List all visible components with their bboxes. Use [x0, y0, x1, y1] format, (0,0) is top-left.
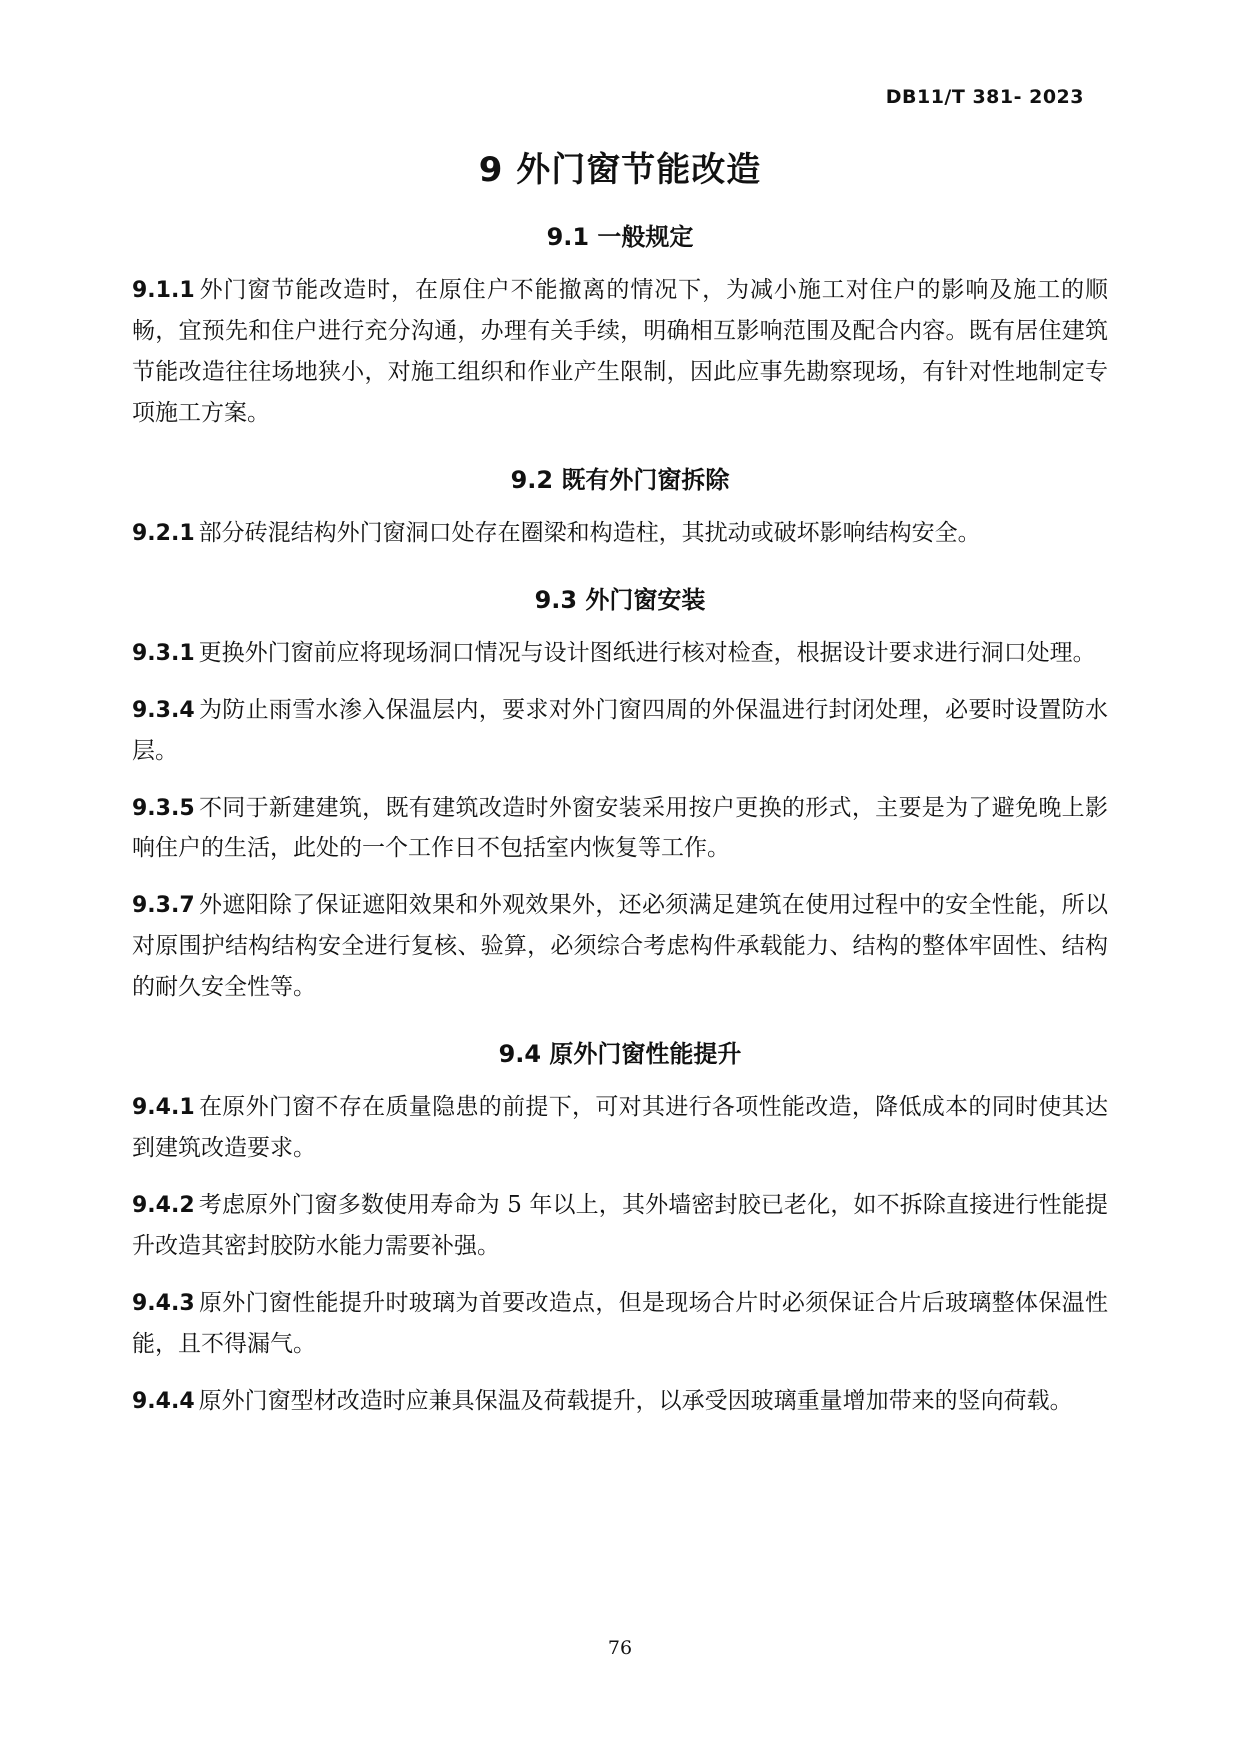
paragraph-9-3-7 — [132, 885, 1108, 1008]
paragraph-9-4-1 — [132, 1087, 1108, 1169]
paragraph-number: 9.3.7 — [132, 893, 195, 919]
paragraph-text: 外遮阳除了保证遮阳效果和外观效果外，还必须满足建筑在使用过程中的安全性能，所以对原围护结构结构安全进行复核、验算，必须综合考虑构件承载能力、结构的整体牢固性、结构的耐久安全性等。 — [132, 892, 1108, 1001]
paragraph-9-4-4 — [132, 1381, 1108, 1422]
document-body — [132, 217, 1108, 1422]
paragraph-9-3-4 — [132, 690, 1108, 772]
page-number: 76 — [607, 1637, 633, 1659]
page-header: DB11/T 381- 2023 — [885, 86, 1084, 108]
paragraph-9-4-2 — [132, 1185, 1108, 1267]
section-heading-9-2: 9.2 既有外门窗拆除 — [510, 465, 730, 494]
paragraph-text: 不同于新建建筑，既有建筑改造时外窗安装采用按户更换的形式，主要是为了避免晚上影响住户的生活，此处的一个工作日不包括室内恢复等工作。 — [132, 794, 1108, 862]
paragraph-number: 9.3.1 — [132, 640, 195, 666]
paragraph-number: 9.4.2 — [132, 1193, 195, 1219]
paragraph-9-3-5 — [132, 788, 1108, 870]
section-heading-9-1: 9.1 一般规定 — [546, 223, 694, 251]
paragraph-text: 更换外门窗前应将现场洞口情况与设计图纸进行核对检查，根据设计要求进行洞口处理。 — [198, 639, 1096, 666]
paragraph-text: 考虑原外门窗多数使用寿命为 5 年以上，其外墙密封胶已老化，如不拆除直接进行性能提升改造其密封胶防水能力需要补强。 — [132, 1192, 1108, 1259]
paragraph-number: 9.3.5 — [132, 795, 195, 821]
paragraph-text: 在原外门窗不存在质量隐患的前提下，可对其进行各项性能改造，降低成本的同时使其达到建筑改造要求。 — [132, 1094, 1108, 1162]
paragraph-text: 为防止雨雪水渗入保温层内，要求对外门窗四周的外保温进行封闭处理，必要时设置防水层。 — [132, 696, 1108, 764]
paragraph-number: 9.4.4 — [132, 1388, 195, 1414]
paragraph-9-4-3 — [132, 1283, 1108, 1365]
chapter-title: 9 外门窗节能改造 — [478, 150, 762, 190]
paragraph-9-2-1 — [132, 513, 1108, 554]
paragraph-9-3-1 — [132, 633, 1108, 674]
section-heading-9-4: 9.4 原外门窗性能提升 — [498, 1040, 742, 1069]
paragraph-text: 外门窗节能改造时，在原住户不能撤离的情况下，为减小施工对住户的影响及施工的顺畅，宜预先和住户进行充分沟通，办理有关手续，明确相互影响范围及配合内容。既有居住建筑节能改造往往场地狭小，对施工组织和作业产生限制，因此应事先勘察现场，有针对性地制定专项施工方案。 — [132, 277, 1108, 426]
paragraph-number: 9.4.1 — [132, 1095, 195, 1121]
paragraph-9-1-1 — [132, 270, 1108, 434]
paragraph-number: 9.2.1 — [132, 520, 195, 546]
paragraph-text: 原外门窗型材改造时应兼具保温及荷载提升，以承受因玻璃重量增加带来的竖向荷载。 — [198, 1387, 1073, 1414]
paragraph-text: 部分砖混结构外门窗洞口处存在圈梁和构造柱，其扰动或破坏影响结构安全。 — [198, 519, 981, 546]
paragraph-number: 9.3.4 — [132, 697, 195, 723]
paragraph-number: 9.1.1 — [132, 278, 195, 303]
paragraph-number: 9.4.3 — [132, 1290, 195, 1316]
paragraph-text: 原外门窗性能提升时玻璃为首要改造点，但是现场合片时必须保证合片后玻璃整体保温性能，且不得漏气。 — [132, 1289, 1108, 1357]
section-heading-9-3: 9.3 外门窗安装 — [534, 585, 706, 614]
